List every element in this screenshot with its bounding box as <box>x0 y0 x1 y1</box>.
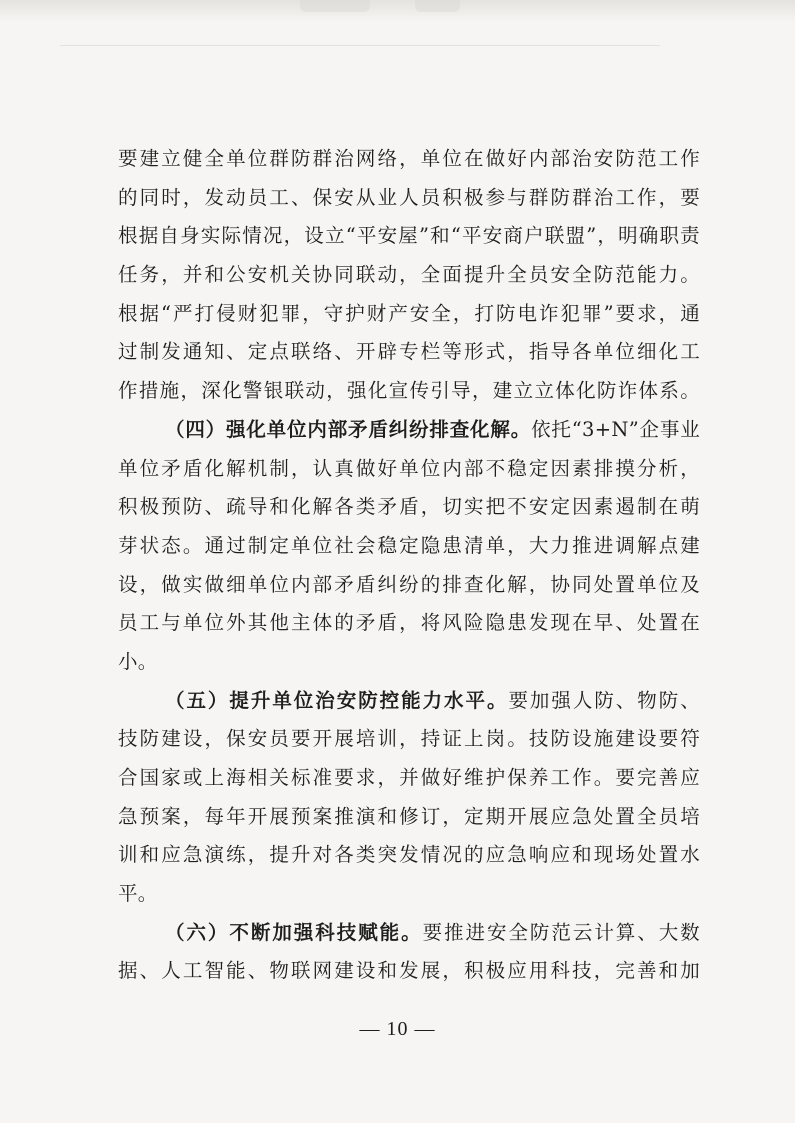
scan-smudge <box>300 0 370 12</box>
page-number: — 10 — <box>359 1018 436 1040</box>
text-line: 要建立健全单位群防群治网络，单位在做好内部治安防范工作 <box>118 147 700 170</box>
text-line: 急预案，每年开展预案推演和修订，定期开展应急处置全员培 <box>118 804 700 828</box>
text-line: 的同时，发动员工、保安从业人员积极参与群防群治工作，要 <box>118 185 700 209</box>
text-line-first <box>118 914 700 953</box>
text-line: 任务，并和公安机关协同联动，全面提升全员安全防范能力。 <box>118 263 700 287</box>
text-line: 员工与单位外其他主体的矛盾，将风险隐患发现在早、处置在 <box>118 611 700 635</box>
document-body <box>118 140 700 991</box>
section-text: 要加强人防、物防、 <box>508 688 700 712</box>
section-text: 依托“3+N”企事业 <box>531 417 700 441</box>
text-line: 设，做实做细单位内部矛盾纠纷的排查化解，协同处置单位及 <box>118 572 700 596</box>
text-line: 小。 <box>118 649 158 673</box>
text-line: 训和应急演练，提升对各类突发情况的应急响应和现场处置水 <box>118 843 700 867</box>
text-line: 芽状态。通过制定单位社会稳定隐患清单，大力推进调解点建 <box>118 533 700 557</box>
section-text: 要推进安全防范云计算、大数 <box>422 920 700 944</box>
text-line-first <box>118 411 700 450</box>
paragraph-section-5 <box>118 682 700 914</box>
section-heading: （六）不断加强科技赋能。 <box>165 920 423 944</box>
text-line: 单位矛盾化解机制，认真做好单位内部不稳定因素排摸分析， <box>118 456 700 480</box>
text-line: 积极预防、疏导和化解各类矛盾，切实把不安定因素遏制在萌 <box>118 495 700 519</box>
text-line: 平。 <box>118 882 158 906</box>
text-line: 据、人工智能、物联网建设和发展，积极应用科技，完善和加 <box>118 959 700 983</box>
text-line: 过制发通知、定点联络、开辟专栏等形式，指导各单位细化工 <box>118 340 700 364</box>
text-line-first <box>118 682 700 721</box>
text-line: 根据自身实际情况，设立“平安屋”和“平安商户联盟”，明确职责 <box>118 224 700 248</box>
scan-smudge <box>415 0 460 12</box>
text-line: 作措施，深化警银联动，强化宣传引导，建立立体化防诈体系。 <box>118 379 700 403</box>
section-heading: （五）提升单位治安防控能力水平。 <box>165 688 509 712</box>
scan-line <box>60 45 660 46</box>
text-line: 根据“严打侵财犯罪，守护财产安全，打防电诈犯罪”要求，通 <box>118 301 700 325</box>
paragraph-section-4 <box>118 411 700 682</box>
paragraph-section-6 <box>118 914 700 991</box>
text-line: 技防建设，保安员要开展培训，持证上岗。技防设施建设要符 <box>118 727 700 751</box>
section-heading: （四）强化单位内部矛盾纠纷排查化解。 <box>165 417 532 441</box>
paragraph-1 <box>118 140 700 411</box>
text-line: 合国家或上海相关标准要求，并做好维护保养工作。要完善应 <box>118 766 700 789</box>
scan-top-shading <box>0 0 795 22</box>
